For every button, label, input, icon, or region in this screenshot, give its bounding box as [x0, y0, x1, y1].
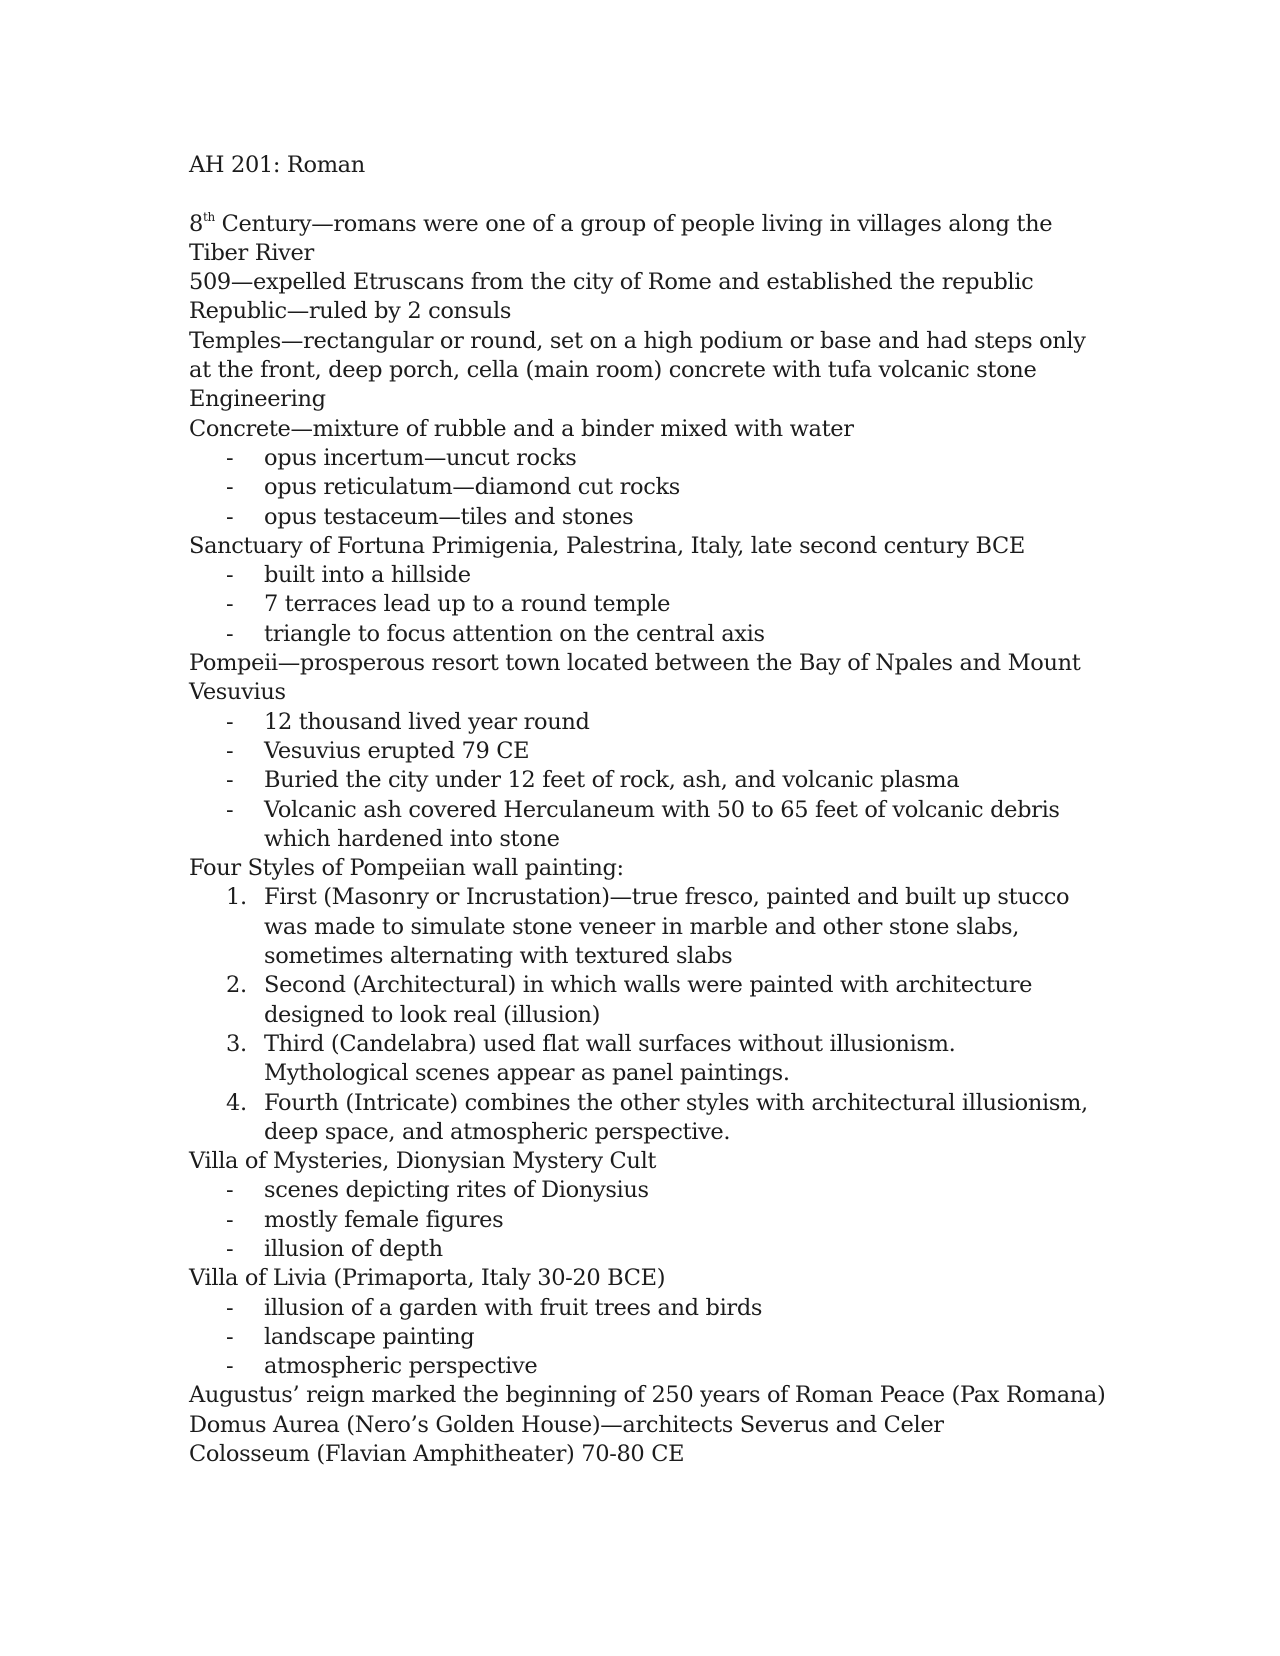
- section-heading: Sanctuary of Fortuna Primigenia, Palestrina, Italy, late second century BCE: [189, 532, 1025, 559]
- list-item-text: Volcanic ash covered Herculaneum with 50 to 65 feet of volcanic debris which hardened into stone: [264, 796, 1060, 852]
- list-item-text: mostly female figures: [264, 1206, 504, 1233]
- numbered-item-text: Third (Candelabra) used flat wall surfaces without illusionism. Mythological scenes appear as panel paintings.: [264, 1030, 956, 1087]
- dash-bullet: -: [226, 474, 234, 501]
- dash-bullet: -: [226, 737, 234, 764]
- list-item: [189, 796, 1109, 855]
- dash-bullet: -: [226, 708, 234, 735]
- dash-bullet: -: [226, 562, 234, 589]
- section-heading: Villa of Mysteries, Dionysian Mystery Cult: [189, 1148, 657, 1175]
- numbered-item: [189, 1030, 1109, 1089]
- dash-bullet: -: [226, 1177, 234, 1204]
- dash-bullet: -: [226, 503, 234, 530]
- list-item: [189, 1235, 1109, 1264]
- item-number: 3.: [226, 1030, 247, 1057]
- note-line: Augustus’ reign marked the beginning of 250 years of Roman Peace (Pax Romana): [189, 1382, 1106, 1409]
- numbered-item: [189, 971, 1109, 1030]
- note-line: Colosseum (Flavian Amphitheater) 70-80 CE: [189, 1441, 685, 1468]
- list-item: [189, 737, 1109, 766]
- list-item-text: built into a hillside: [264, 562, 471, 589]
- list-item: [189, 1352, 1109, 1381]
- list-item-text: 7 terraces lead up to a round temple: [264, 591, 671, 618]
- section-heading: Villa of Livia (Primaporta, Italy 30-20 BCE): [189, 1265, 666, 1292]
- item-number: 2.: [226, 972, 247, 999]
- intro-paragraph: [189, 210, 1094, 269]
- dash-bullet: -: [226, 796, 234, 823]
- list-item: [189, 1294, 1109, 1323]
- document-title: AH 201: Roman: [189, 152, 365, 178]
- dash-bullet: -: [226, 620, 234, 647]
- note-line: Concrete—mixture of rubble and a binder mixed with water: [189, 415, 854, 442]
- list-item-text: triangle to focus attention on the central axis: [264, 620, 765, 647]
- list-item-text: scenes depicting rites of Dionysius: [264, 1177, 649, 1204]
- intro-text: Century—romans were one of a group of people living in villages along the Tiber River: [189, 210, 1053, 266]
- list-item-text: atmospheric perspective: [264, 1353, 538, 1380]
- note-line: Republic—ruled by 2 consuls: [189, 298, 512, 325]
- dash-bullet: -: [226, 1206, 234, 1233]
- numbered-item: [189, 1089, 1109, 1148]
- dash-bullet: -: [226, 1235, 234, 1262]
- dash-bullet: -: [226, 591, 234, 618]
- note-line: Domus Aurea (Nero’s Golden House)—architects Severus and Celer: [189, 1411, 944, 1438]
- list-item: [189, 473, 1109, 502]
- list-item-text: illusion of depth: [264, 1235, 443, 1262]
- list-item: [189, 620, 1109, 649]
- dash-bullet: -: [226, 1294, 234, 1321]
- item-number: 4.: [226, 1089, 247, 1116]
- list-item-text: 12 thousand lived year round: [264, 708, 590, 735]
- list-item: [189, 444, 1109, 473]
- section-heading: Four Styles of Pompeiian wall painting:: [189, 855, 624, 882]
- list-item: [189, 1323, 1109, 1352]
- list-item: [189, 1176, 1109, 1205]
- note-line: 509—expelled Etruscans from the city of Rome and established the republic: [189, 269, 1034, 296]
- intro-prefix: 8: [189, 210, 203, 237]
- note-line: Temples—rectangular or round, set on a high podium or base and had steps only at the front, deep porch, cella (main room) concrete with tufa volcanic stone: [189, 327, 1086, 384]
- document-body: [189, 151, 1109, 1469]
- list-item: [189, 708, 1109, 737]
- numbered-item-text: Second (Architectural) in which walls were painted with architecture designed to look real (illusion): [264, 972, 1033, 1028]
- dash-bullet: -: [226, 767, 234, 794]
- numbered-item-text: Fourth (Intricate) combines the other styles with architectural illusionism, deep space, and atmospheric perspective.: [264, 1089, 1088, 1145]
- section-heading: Pompeii—prosperous resort town located between the Bay of Npales and Mount Vesuvius: [189, 650, 1081, 706]
- list-item-text: landscape painting: [264, 1323, 475, 1350]
- intro-superscript: th: [202, 210, 215, 225]
- note-line: Engineering: [189, 386, 326, 413]
- dash-bullet: -: [226, 444, 234, 471]
- list-item-text: Vesuvius erupted 79 CE: [264, 737, 530, 764]
- list-item-text: opus incertum—uncut rocks: [264, 444, 577, 471]
- numbered-item-text: First (Masonry or Incrustation)—true fresco, painted and built up stucco was made to simulate stone veneer in marble and other stone slabs, sometimes alternating with textured slabs: [264, 884, 1070, 970]
- list-item-text: illusion of a garden with fruit trees and birds: [264, 1294, 763, 1321]
- list-item: [189, 590, 1109, 619]
- dash-bullet: -: [226, 1353, 234, 1380]
- list-item: [189, 503, 1109, 532]
- list-item-text: opus reticulatum—diamond cut rocks: [264, 474, 680, 501]
- list-item: [189, 766, 1109, 795]
- dash-bullet: -: [226, 1323, 234, 1350]
- list-item: [189, 561, 1109, 590]
- list-item-text: Buried the city under 12 feet of rock, ash, and volcanic plasma: [264, 767, 960, 794]
- item-number: 1.: [226, 884, 247, 911]
- list-item: [189, 1206, 1109, 1235]
- numbered-item: [189, 883, 1109, 971]
- list-item-text: opus testaceum—tiles and stones: [264, 503, 634, 530]
